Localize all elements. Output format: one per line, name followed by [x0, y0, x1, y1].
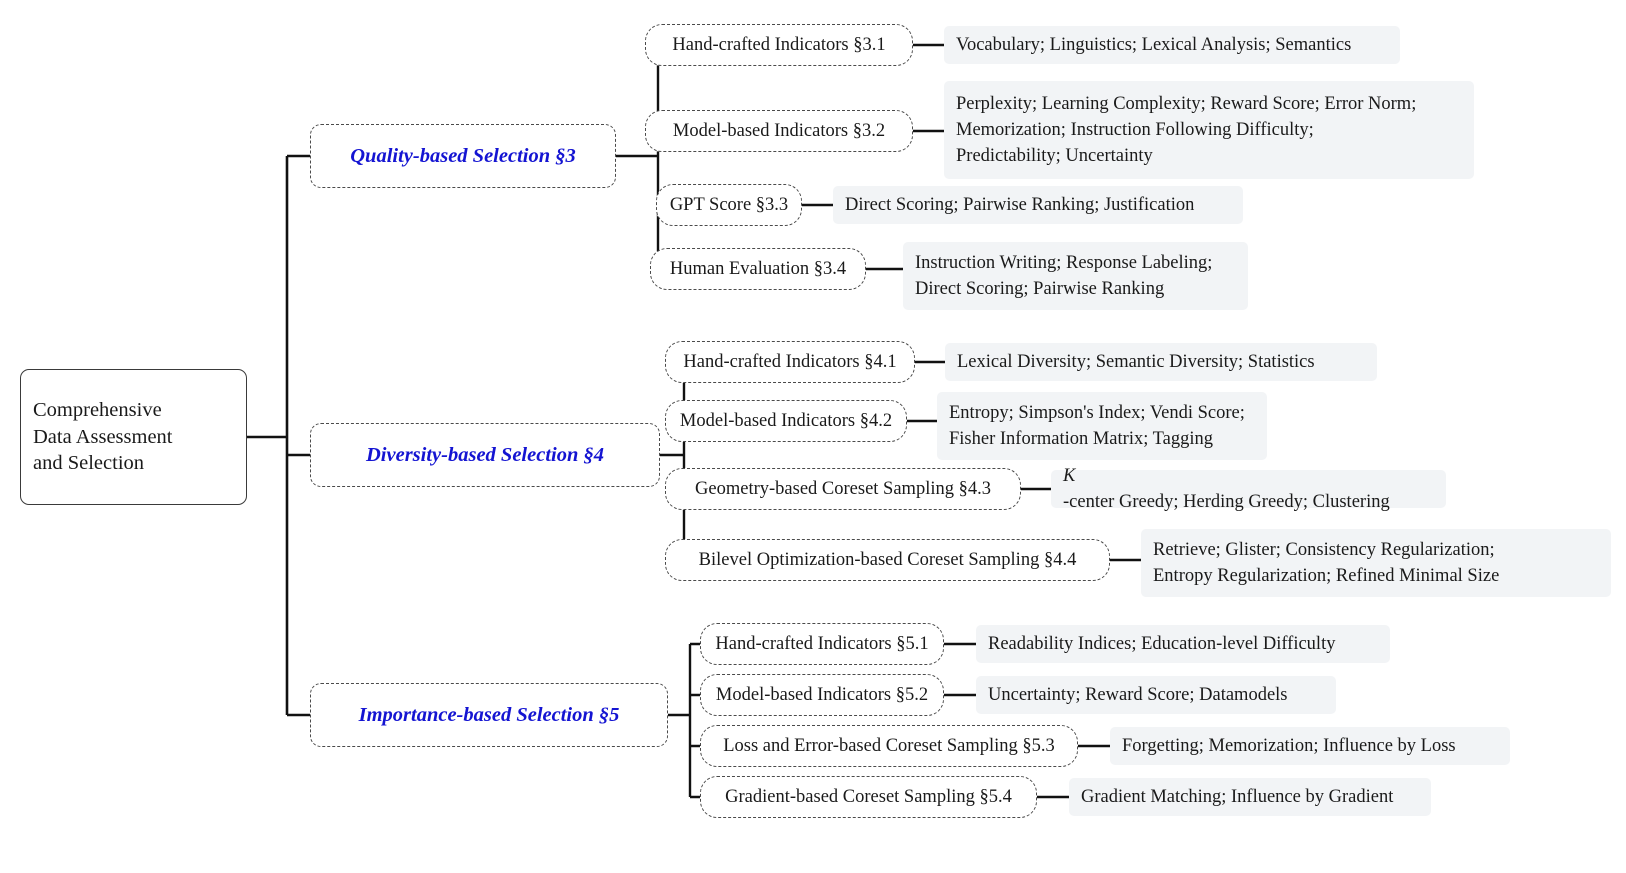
leaf-importance-model-based [976, 676, 1336, 714]
leaf-line-3: Predictability; Uncertainty [956, 146, 1153, 167]
branch-node-importance[interactable] [310, 683, 668, 747]
leaf-line-2: Entropy Regularization; Refined Minimal Size [1153, 566, 1500, 586]
branch-label-diversity: Diversity-based Selection §4 [366, 443, 604, 466]
branch-label-quality: Quality-based Selection §3 [350, 144, 576, 167]
subnode-quality-hand-crafted[interactable] [645, 24, 913, 66]
subnode-diversity-geometry-coreset[interactable] [665, 468, 1021, 510]
subnode-diversity-hand-crafted[interactable] [665, 341, 915, 383]
branch-node-diversity[interactable] [310, 423, 660, 487]
root-line-1: Comprehensive [33, 399, 162, 422]
root-line-2: Data Assessment [33, 425, 173, 448]
subnode-importance-model-based[interactable] [700, 674, 944, 716]
subnode-label: Geometry-based Coreset Sampling §4.3 [695, 478, 991, 499]
subnode-label: Model-based Indicators §3.2 [672, 120, 886, 141]
subnode-label: Hand-crafted Indicators §3.1 [672, 34, 886, 55]
subnode-label: Hand-crafted Indicators §5.1 [715, 633, 929, 654]
leaf-italic-k: K [1063, 465, 1076, 486]
subnode-label: GPT Score §3.3 [669, 194, 789, 215]
subnode-importance-hand-crafted[interactable] [700, 623, 944, 665]
subnode-diversity-bilevel-coreset[interactable] [665, 539, 1110, 581]
leaf-line-1: Vocabulary; Linguistics; Lexical Analysis; Semantics [956, 34, 1352, 55]
subnode-quality-human-evaluation[interactable] [650, 248, 866, 290]
leaf-diversity-bilevel-coreset [1141, 529, 1611, 597]
leaf-importance-gradient-coreset [1069, 778, 1431, 816]
leaf-line-1: Readability Indices; Education-level Difficulty [988, 633, 1336, 654]
leaf-importance-hand-crafted [976, 625, 1390, 663]
leaf-line-1: Uncertainty; Reward Score; Datamodels [988, 684, 1288, 705]
subnode-importance-gradient-coreset[interactable] [700, 776, 1037, 818]
leaf-line-1: Retrieve; Glister; Consistency Regularization; [1153, 539, 1495, 560]
subnode-label: Hand-crafted Indicators §4.1 [683, 351, 897, 372]
leaf-quality-human-evaluation [903, 242, 1248, 310]
leaf-line-1: Perplexity; Learning Complexity; Reward Score; Error Norm; [956, 93, 1417, 114]
subnode-label: Model-based Indicators §4.2 [679, 410, 893, 431]
leaf-quality-hand-crafted [944, 26, 1400, 64]
root-line-3: and Selection [33, 452, 145, 475]
leaf-line-2: Memorization; Instruction Following Difficulty; [956, 119, 1314, 140]
leaf-quality-model-based [944, 81, 1474, 179]
leaf-line-1: Lexical Diversity; Semantic Diversity; Statistics [957, 351, 1315, 372]
leaf-line-1: Forgetting; Memorization; Influence by Loss [1122, 735, 1456, 756]
subnode-label: Loss and Error-based Coreset Sampling §5.3 [723, 735, 1055, 756]
leaf-diversity-model-based [937, 392, 1267, 460]
subnode-label: Bilevel Optimization-based Coreset Sampling §4.4 [698, 549, 1077, 570]
leaf-line-1: Instruction Writing; Response Labeling; [915, 252, 1213, 273]
leaf-line-1: Direct Scoring; Pairwise Ranking; Justification [845, 194, 1195, 215]
subnode-label: Model-based Indicators §5.2 [715, 684, 929, 705]
subnode-label: Human Evaluation §3.4 [669, 258, 847, 279]
subnode-quality-model-based[interactable] [645, 110, 913, 152]
leaf-diversity-hand-crafted [945, 343, 1377, 381]
leaf-diversity-geometry-coreset [1051, 465, 1446, 512]
branch-node-quality[interactable] [310, 124, 616, 188]
leaf-line-1: Gradient Matching; Influence by Gradient [1081, 786, 1394, 807]
leaf-line-2: Direct Scoring; Pairwise Ranking [915, 279, 1165, 299]
root-node[interactable] [20, 369, 247, 505]
branch-label-importance: Importance-based Selection §5 [358, 703, 620, 726]
leaf-line-1 [1063, 463, 1390, 516]
subnode-quality-gpt-score[interactable] [656, 184, 802, 226]
subnode-diversity-model-based[interactable] [665, 400, 907, 442]
leaf-line-1: Entropy; Simpson's Index; Vendi Score; [949, 402, 1245, 423]
leaf-importance-loss-error-coreset [1110, 727, 1510, 765]
leaf-quality-gpt-score [833, 186, 1243, 224]
leaf-line-2: Fisher Information Matrix; Tagging [949, 429, 1214, 449]
subnode-importance-loss-error-coreset[interactable] [700, 725, 1078, 767]
leaf-line-1-rest: -center Greedy; Herding Greedy; Clustering [1063, 492, 1390, 512]
subnode-label: Gradient-based Coreset Sampling §5.4 [725, 786, 1012, 807]
